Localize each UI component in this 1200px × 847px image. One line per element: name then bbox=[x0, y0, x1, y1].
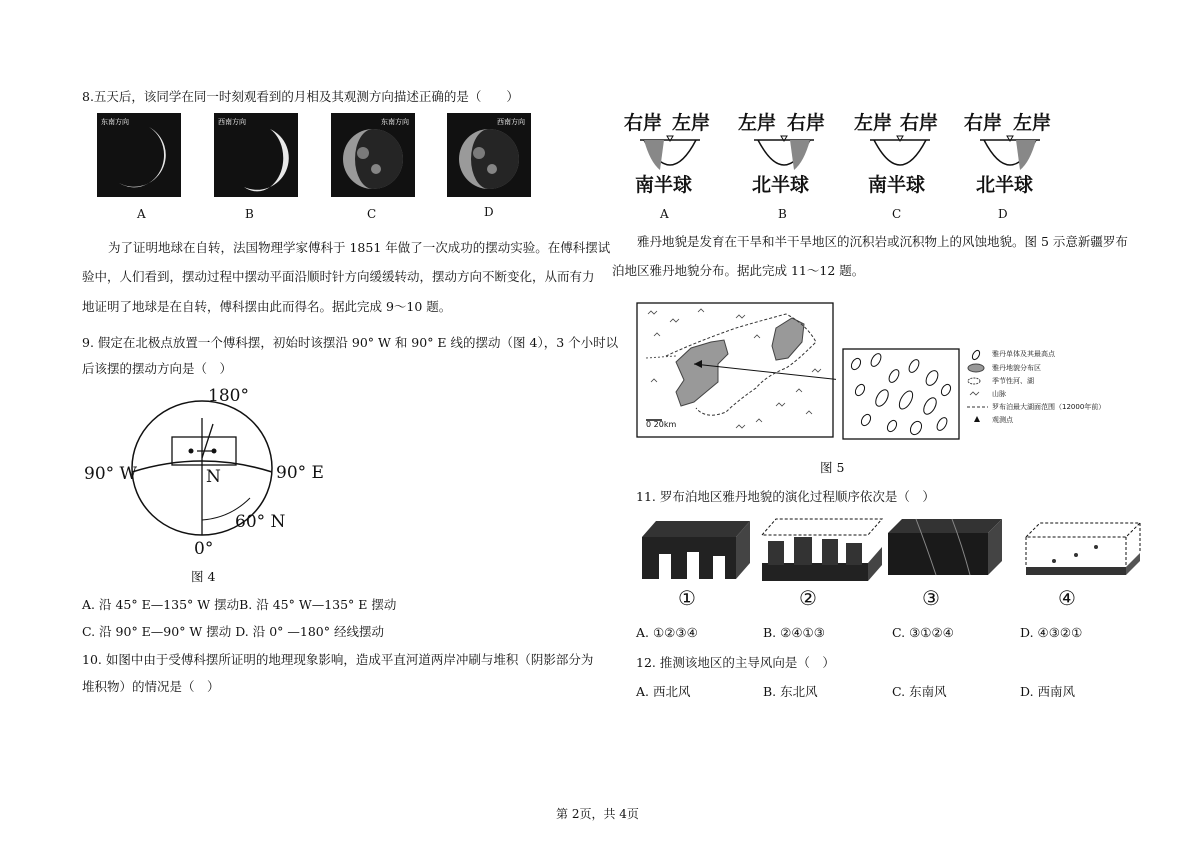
q10-b-right-bank: 右岸 bbox=[787, 112, 826, 134]
q8-stem: 8.五天后，该同学在同一时刻观看到的月相及其观测方向描述正确的是（ ） bbox=[82, 89, 519, 104]
q10-stem-line-2: 堆积物）的情况是（ ） bbox=[82, 679, 220, 694]
q9-stem-line-2: 后该摆的摆动方向是（ ） bbox=[82, 361, 233, 376]
q10-a-right-bank: 左岸 bbox=[672, 112, 711, 134]
q8-option-b[interactable]: B bbox=[245, 207, 254, 221]
q10-b-left-bank: 左岸 bbox=[738, 112, 777, 134]
yardang-evolution-blocks bbox=[636, 515, 1146, 587]
q10-stem-line-1: 10. 如图中由于受傅科摆所证明的地理现象影响，造成平直河道两岸冲刷与堆积（阴影部分为 bbox=[82, 652, 594, 667]
q12-option-c[interactable]: C. 东南风 bbox=[892, 684, 947, 699]
foucault-intro-line-1: 为了证明地球在自转，法国物理学家傅科于 1851 年做了一次成功的摆动实验。在傅科摆试 bbox=[108, 240, 611, 255]
legend-observation-point: 观测点 bbox=[992, 416, 1013, 424]
q8-option-c[interactable]: C bbox=[367, 207, 377, 221]
q10-c-right-bank: 右岸 bbox=[900, 112, 939, 134]
q11-stage-2: ② bbox=[799, 586, 817, 610]
yardang-detail-inset bbox=[842, 348, 960, 440]
fig4-label-90e: 90° E bbox=[276, 463, 324, 483]
q11-option-b[interactable]: B. ②④①③ bbox=[763, 625, 825, 640]
q10-a-hemisphere: 南半球 bbox=[635, 174, 693, 196]
q10-option-d[interactable]: D bbox=[998, 207, 1008, 221]
q11-stage-1: ① bbox=[678, 586, 696, 610]
q10-option-a[interactable]: A bbox=[660, 207, 669, 221]
legend-mountain: 山脉 bbox=[992, 390, 1006, 398]
q10-option-c[interactable]: C bbox=[892, 207, 902, 221]
q11-stage-3: ③ bbox=[922, 586, 940, 610]
yardang-intro-line-1: 雅丹地貌是发育在干旱和半干旱地区的沉积岩或沉积物上的风蚀地貌。图 5 示意新疆罗布 bbox=[637, 234, 1128, 249]
moon-image-b: 西南方向 bbox=[214, 113, 298, 197]
map-scale: 0 20km bbox=[646, 420, 677, 429]
fig4-label-60n: 60° N bbox=[235, 512, 286, 532]
q11-stage-4: ④ bbox=[1058, 586, 1076, 610]
fig4-caption: 图 4 bbox=[191, 569, 216, 584]
foucault-intro-line-3: 地证明了地球是在自转，傅科摆由此而得名。据此完成 9～10 题。 bbox=[82, 299, 452, 314]
q8-option-d[interactable]: D bbox=[484, 205, 494, 219]
q10-c-left-bank: 左岸 bbox=[854, 112, 893, 134]
fig4-label-n: N bbox=[206, 467, 221, 487]
moon-image-a: 东南方向 bbox=[97, 113, 181, 197]
moon-image-d: 西南方向 bbox=[447, 113, 531, 197]
q10-d-left-bank: 右岸 bbox=[964, 112, 1003, 134]
legend-seasonal-water: 季节性河、湖 bbox=[992, 377, 1034, 385]
map-legend bbox=[966, 349, 1116, 439]
legend-yardang-area: 雅丹地貌分布区 bbox=[992, 364, 1041, 372]
q10-b-hemisphere: 北半球 bbox=[752, 174, 810, 196]
q10-d-right-bank: 左岸 bbox=[1013, 112, 1052, 134]
q9-stem-line-1: 9. 假定在北极点放置一个傅科摆，初始时该摆沿 90° W 和 90° E 线的摆动（图 4），3 个小时以 bbox=[82, 335, 619, 350]
q8-option-a[interactable]: A bbox=[137, 207, 146, 221]
q12-option-d[interactable]: D. 西南风 bbox=[1020, 684, 1076, 699]
q11-option-a[interactable]: A. ①②③④ bbox=[636, 625, 698, 640]
q9-options-ab[interactable]: A. 沿 45° E—135° W 摆动B. 沿 45° W—135° E 摆动 bbox=[82, 597, 397, 612]
page-number: 第 2页，共 4页 bbox=[556, 807, 639, 821]
q9-options-cd[interactable]: C. 沿 90° E—90° W 摆动 D. 沿 0° —180° 经线摆动 bbox=[82, 624, 384, 639]
q11-option-c[interactable]: C. ③①②④ bbox=[892, 625, 954, 640]
fig4-label-180: 180° bbox=[208, 386, 249, 406]
q10-d-hemisphere: 北半球 bbox=[976, 174, 1034, 196]
q10-a-left-bank: 右岸 bbox=[624, 112, 663, 134]
q10-c-hemisphere: 南半球 bbox=[868, 174, 926, 196]
legend-yardang-unit: 雅丹单体及其最高点 bbox=[992, 350, 1055, 358]
q10-option-diagrams bbox=[620, 112, 1060, 222]
moon-image-c: 东南方向 bbox=[331, 113, 415, 197]
q12-option-a[interactable]: A. 西北风 bbox=[636, 684, 691, 699]
q11-option-d[interactable]: D. ④③②① bbox=[1020, 625, 1083, 640]
foucault-intro-line-2: 验中，人们看到，摆动过程中摆动平面沿顺时针方向缓缓转动，摆动方向不断变化，从而有力 bbox=[82, 269, 595, 284]
legend-lake-extent: 罗布泊最大湖面范围（12000年前） bbox=[992, 403, 1106, 411]
fig4-label-0: 0° bbox=[194, 539, 214, 559]
q12-stem: 12. 推测该地区的主导风向是（ ） bbox=[636, 655, 835, 670]
yardang-intro-line-2: 泊地区雅丹地貌分布。据此完成 11～12 题。 bbox=[612, 263, 865, 278]
q10-option-b[interactable]: B bbox=[778, 207, 787, 221]
fig5-caption: 图 5 bbox=[820, 460, 845, 475]
q11-stem: 11. 罗布泊地区雅丹地貌的演化过程顺序依次是（ ） bbox=[636, 489, 935, 504]
q12-option-b[interactable]: B. 东北风 bbox=[763, 684, 818, 699]
fig4-label-90w: 90° W bbox=[84, 464, 138, 484]
